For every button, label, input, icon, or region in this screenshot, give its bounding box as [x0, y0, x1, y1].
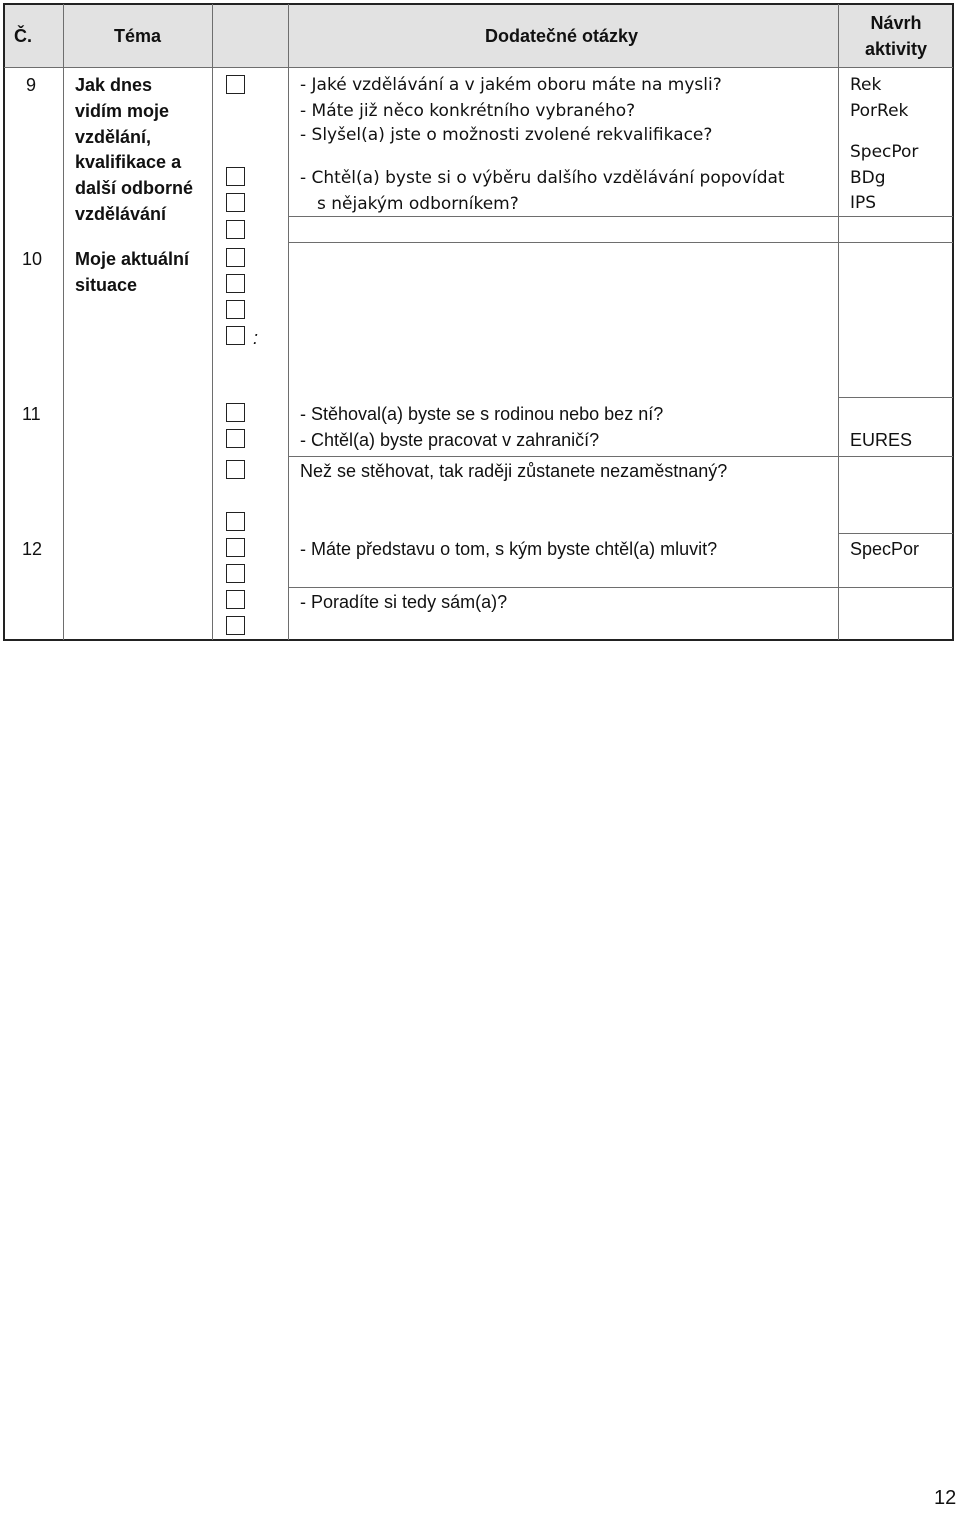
checkbox[interactable] — [226, 326, 245, 345]
row-10-topic-line: Moje aktuální — [75, 249, 190, 269]
row-12-question: - Poradíte si tedy sám(a)? — [300, 592, 508, 612]
col-divider-2 — [212, 4, 213, 640]
row-9-activity: BDg — [850, 168, 886, 188]
row-9-question: - Slyšel(a) jste o možnosti zvolené rekvalifikace? — [300, 125, 713, 145]
row-9-number: 9 — [26, 75, 37, 95]
checkbox[interactable] — [226, 300, 245, 319]
header-col-questions: Dodatečné otázky — [485, 26, 639, 46]
row-9-topic-line: Jak dnes — [75, 75, 153, 95]
table-border-bottom — [3, 639, 954, 641]
header-col-topic: Téma — [114, 26, 162, 46]
row-9-question: s nějakým odborníkem? — [317, 194, 519, 214]
row-10-colon: : — [253, 328, 259, 348]
checkbox[interactable] — [226, 274, 245, 293]
row-11-question: - Stěhoval(a) byste se s rodinou nebo bez ní? — [300, 404, 664, 424]
checkbox[interactable] — [226, 512, 245, 531]
row-11-activity: EURES — [850, 430, 913, 450]
header-col-activity-2: aktivity — [864, 39, 928, 59]
checkbox[interactable] — [226, 167, 245, 186]
row-10-number: 10 — [22, 249, 43, 269]
row-11-question: - Chtěl(a) byste pracovat v zahraničí? — [300, 430, 600, 450]
header-divider — [4, 67, 953, 68]
header-col-no: Č. — [14, 26, 32, 46]
row-9-question: - Jaké vzdělávání a v jakém oboru máte na mysli? — [300, 75, 722, 95]
row-line-c — [838, 397, 953, 398]
checkbox[interactable] — [226, 403, 245, 422]
row-9-activity: Rek — [850, 75, 882, 95]
row-line-d — [288, 456, 953, 457]
checkbox[interactable] — [226, 538, 245, 557]
row-12-number: 12 — [22, 539, 43, 559]
checkbox[interactable] — [226, 193, 245, 212]
checkbox[interactable] — [226, 248, 245, 267]
table-border-right — [952, 3, 954, 641]
row-9-topic-line: další odborné — [75, 178, 194, 198]
row-line-e — [838, 533, 953, 534]
checkbox[interactable] — [226, 75, 245, 94]
checkbox[interactable] — [226, 220, 245, 239]
row-9-question: - Máte již něco konkrétního vybraného? — [300, 101, 636, 121]
checkbox[interactable] — [226, 564, 245, 583]
col-divider-1 — [63, 4, 64, 640]
table-border-top — [3, 3, 954, 5]
checkbox[interactable] — [226, 590, 245, 609]
row-9-activity: SpecPor — [850, 142, 919, 162]
row-9-activity: PorRek — [850, 101, 909, 121]
row-11-number: 11 — [22, 404, 41, 424]
checkbox[interactable] — [226, 429, 245, 448]
checkbox[interactable] — [226, 616, 245, 635]
checkbox[interactable] — [226, 460, 245, 479]
row-10-topic-line: situace — [75, 275, 138, 295]
row-9-topic-line: kvalifikace a — [75, 152, 182, 172]
col-divider-3 — [288, 4, 289, 640]
row-12-question: - Máte představu o tom, s kým byste chtěl(a) mluvit? — [300, 539, 718, 559]
row-line-f — [288, 587, 953, 588]
row-11-question: Než se stěhovat, tak raději zůstanete nezaměstnaný? — [300, 461, 728, 481]
row-9-topic-line: vidím moje — [75, 101, 170, 121]
table-border-left — [3, 3, 5, 641]
row-line-b — [288, 242, 953, 243]
row-9-topic-line: vzdělávání — [75, 204, 167, 224]
header-col-activity-1: Návrh — [870, 13, 922, 33]
col-divider-4 — [838, 4, 839, 640]
row-9-question: - Chtěl(a) byste si o výběru dalšího vzdělávání popovídat — [300, 168, 785, 188]
row-12-activity: SpecPor — [850, 539, 920, 559]
row-9-topic-line: vzdělání, — [75, 127, 152, 147]
page-number: 12 — [934, 1487, 957, 1509]
row-9-activity: IPS — [850, 193, 877, 213]
